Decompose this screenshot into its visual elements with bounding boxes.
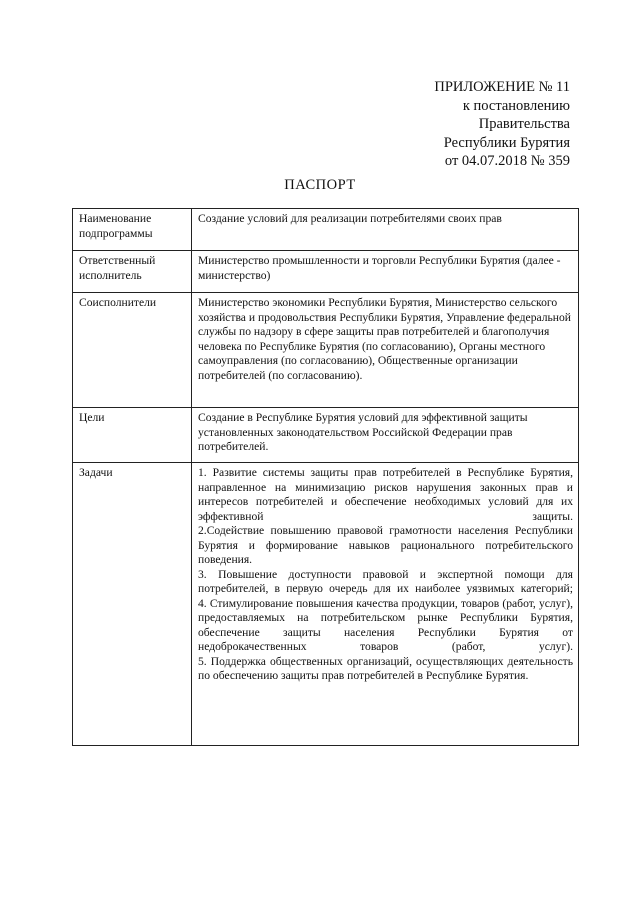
appendix-header	[434, 78, 570, 171]
page-title: ПАСПОРТ	[284, 177, 356, 193]
row-label: Ответственный исполнитель	[73, 251, 192, 293]
row-label: Задачи	[73, 463, 192, 746]
passport-table	[72, 208, 579, 746]
appendix-number: ПРИЛОЖЕНИЕ № 11	[434, 79, 570, 95]
appendix-resolution-line: к постановлению	[462, 97, 570, 114]
row-label: Соисполнители	[73, 293, 192, 408]
task-item: 4. Стимулирование повышения качества продукции, товаров (работ, услуг), предоставляемых на потребительском рынке Республики Бурятия, обеспечение защиты населения Республики Бурятия от недоброкачественных товаров (работ, услуг).	[198, 596, 573, 653]
row-label: Наименование подпрограммы	[73, 209, 192, 251]
appendix-government-line: Правительства	[478, 116, 570, 132]
table-row	[73, 463, 579, 746]
row-value: Министерство экономики Республики Бурятия, Министерство сельского хозяйства и продовольствия Республики Бурятия, Управление федеральной службы по надзору в сфере защиты прав потребителей и благополучия человека по Республике Бурятия (по согласованию), Органы местного самоуправления (по согласованию), Общественные организации потребителей (по согласованию).	[192, 293, 579, 408]
task-item: 1. Развитие системы защиты прав потребителей в Республике Бурятия, направленное на минимизацию рисков нарушения законных прав и интересов потребителей и обеспечение необходимых условий для их эффективной защиты.	[198, 466, 573, 523]
row-value: Создание в Республике Бурятия условий для эффективной защиты установленных законодательством Российской Федерации прав потребителей.	[192, 408, 579, 463]
task-item: 3. Повышение доступности правовой и экспертной помощи для потребителей, в первую очередь для их наиболее уязвимых категорий;	[198, 567, 573, 595]
row-value: Министерство промышленности и торговли Республики Бурятия (далее - министерство)	[192, 251, 579, 293]
table-row	[73, 408, 579, 463]
row-value: Создание условий для реализации потребителями своих прав	[192, 209, 579, 251]
appendix-republic-line: Республики Бурятия	[443, 134, 570, 151]
task-item: 5. Поддержка общественных организаций, осуществляющих деятельность по обеспечению защиты прав потребителей в Республике Бурятия.	[198, 654, 573, 682]
table-row	[73, 209, 579, 251]
tasks-cell	[192, 463, 579, 746]
row-label: Цели	[73, 408, 192, 463]
table-row	[73, 251, 579, 293]
task-item: 2.Содействие повышению правовой грамотности населения Республики Бурятия и формирование навыков рационального потребительского поведения.	[198, 524, 573, 566]
table-row	[73, 293, 579, 408]
appendix-date-line: от 04.07.2018 № 359	[444, 153, 570, 169]
